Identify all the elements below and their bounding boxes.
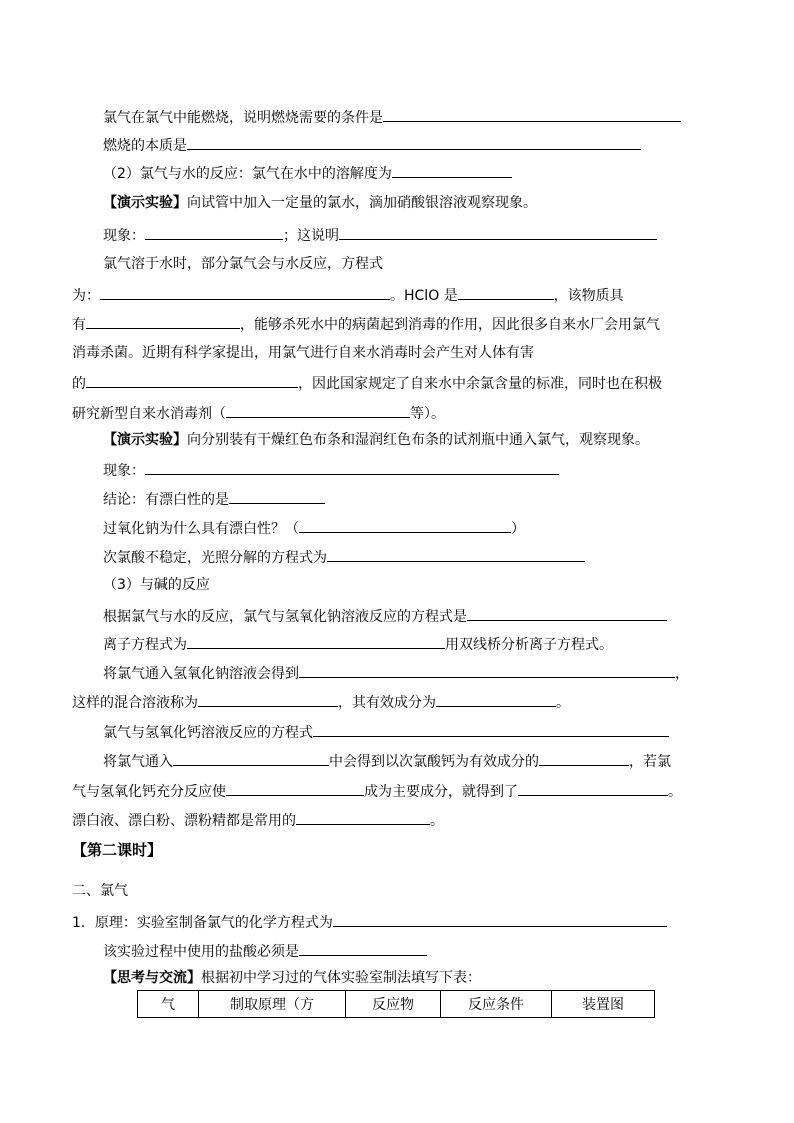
answer-blank[interactable] [187, 633, 445, 649]
text-line: 1．原理：实验室制备氯气的化学方程式为 [72, 911, 667, 933]
answer-blank[interactable] [187, 134, 641, 150]
text-line: 次氯酸不稳定，光照分解的方程式为 [103, 546, 585, 568]
answer-blank[interactable] [229, 488, 325, 504]
answer-blank[interactable] [383, 106, 681, 122]
text-line: 现象： [103, 459, 559, 481]
text-line: 研究新型自来水消毒剂（ 等）。 [72, 402, 445, 424]
answer-blank[interactable] [467, 605, 667, 621]
text-line: 结论：有漂白性的是 [103, 488, 325, 510]
text-line: 这样的混合溶液称为 ，其有效成分为 。 [72, 691, 570, 713]
table-header-cell: 气 [138, 991, 199, 1018]
text-line: 【演示实验】向试管中加入一定量的氯水，滴加硝酸银溶液观察现象。 [103, 195, 537, 211]
answer-blank[interactable] [86, 313, 240, 329]
tag-discussion: 【思考与交流】 [103, 970, 201, 986]
text-line: 燃烧的本质是 [103, 134, 641, 156]
answer-blank[interactable] [458, 284, 554, 300]
text-line: 二、氯气 [72, 883, 128, 899]
text-line: 该实验过程中使用的盐酸必须是 [103, 940, 427, 962]
answer-blank[interactable] [299, 940, 427, 956]
text-line: 的 ，因此国家规定了自来水中余氯含量的标准，同时也在积极 [72, 372, 662, 394]
answer-blank[interactable] [518, 780, 668, 796]
text-line: 氯气与氢氧化钙溶液反应的方程式 [103, 721, 669, 743]
answer-blank[interactable] [299, 517, 511, 533]
text-line: 【演示实验】向分别装有干燥红色布条和湿润红色布条的试剂瓶中通入氯气，观察现象。 [103, 432, 649, 448]
answer-blank[interactable] [299, 662, 675, 678]
text-line: 将氯气通入 中会得到以次氯酸钙为有效成分的 ，若氯 [103, 750, 671, 772]
tag-demo: 【演示实验】 [103, 432, 187, 448]
answer-blank[interactable] [339, 224, 657, 240]
text-line: 消毒杀菌。近期有科学家提出，用氯气进行自来水消毒时会产生对人体有害 [72, 345, 534, 361]
answer-blank[interactable] [198, 691, 338, 707]
text-line: 有 ，能够杀死水中的病菌起到消毒的作用，因此很多自来水厂会用氯气 [72, 313, 660, 335]
answer-blank[interactable] [145, 224, 283, 240]
answer-blank[interactable] [86, 372, 298, 388]
answer-blank[interactable] [173, 750, 329, 766]
text-line: （2）氯气与水的反应：氯气在水中的溶解度为 [103, 162, 512, 184]
table-header-cell: 反应条件 [441, 991, 552, 1018]
answer-blank[interactable] [145, 459, 559, 475]
answer-blank[interactable] [226, 402, 410, 418]
answer-blank[interactable] [296, 809, 430, 825]
answer-blank[interactable] [226, 780, 364, 796]
section-heading: 【第二课时】 [72, 841, 163, 859]
answer-blank[interactable] [333, 911, 667, 927]
table-header-cell: 制取原理（方 [199, 991, 346, 1018]
answer-blank[interactable] [327, 546, 585, 562]
text-line: 根据氯气与水的反应，氯气与氢氧化钠溶液反应的方程式是 [103, 605, 667, 627]
text-line: 现象： ；这说明 [103, 224, 657, 246]
text-line: 离子方程式为 用双线桥分析离子方程式。 [103, 633, 613, 655]
table-header-cell: 反应物 [346, 991, 441, 1018]
answer-blank[interactable] [313, 721, 669, 737]
tag-demo: 【演示实验】 [103, 195, 187, 211]
text-line: 将氯气通入氢氧化钠溶液会得到 ， [103, 662, 689, 684]
answer-blank[interactable] [539, 750, 629, 766]
table-header-cell: 装置图 [552, 991, 655, 1018]
text-line: 漂白液、漂白粉、漂粉精都是常用的 。 [72, 809, 444, 831]
text-line: 为： 。HClO 是 ，该物质具 [72, 284, 624, 306]
table-header-row [138, 991, 655, 1018]
text-line: 【思考与交流】根据初中学习过的气体实验室制法填写下表： [103, 970, 481, 986]
gas-preparation-table [137, 990, 655, 1018]
text-line: 过氧化钠为什么具有漂白性？（ ） [103, 517, 525, 539]
text-line: 氯气在氯气中能燃烧，说明燃烧需要的条件是 [103, 106, 681, 128]
answer-blank[interactable] [100, 284, 390, 300]
answer-blank[interactable] [436, 691, 556, 707]
answer-blank[interactable] [392, 162, 512, 178]
text-line: 气与氢氧化钙充分反应使 成为主要成分，就得到了 。 [72, 780, 682, 802]
text-line: （3）与碱的反应 [103, 577, 210, 593]
text-line: 氯气溶于水时，部分氯气会与水反应，方程式 [103, 256, 383, 272]
